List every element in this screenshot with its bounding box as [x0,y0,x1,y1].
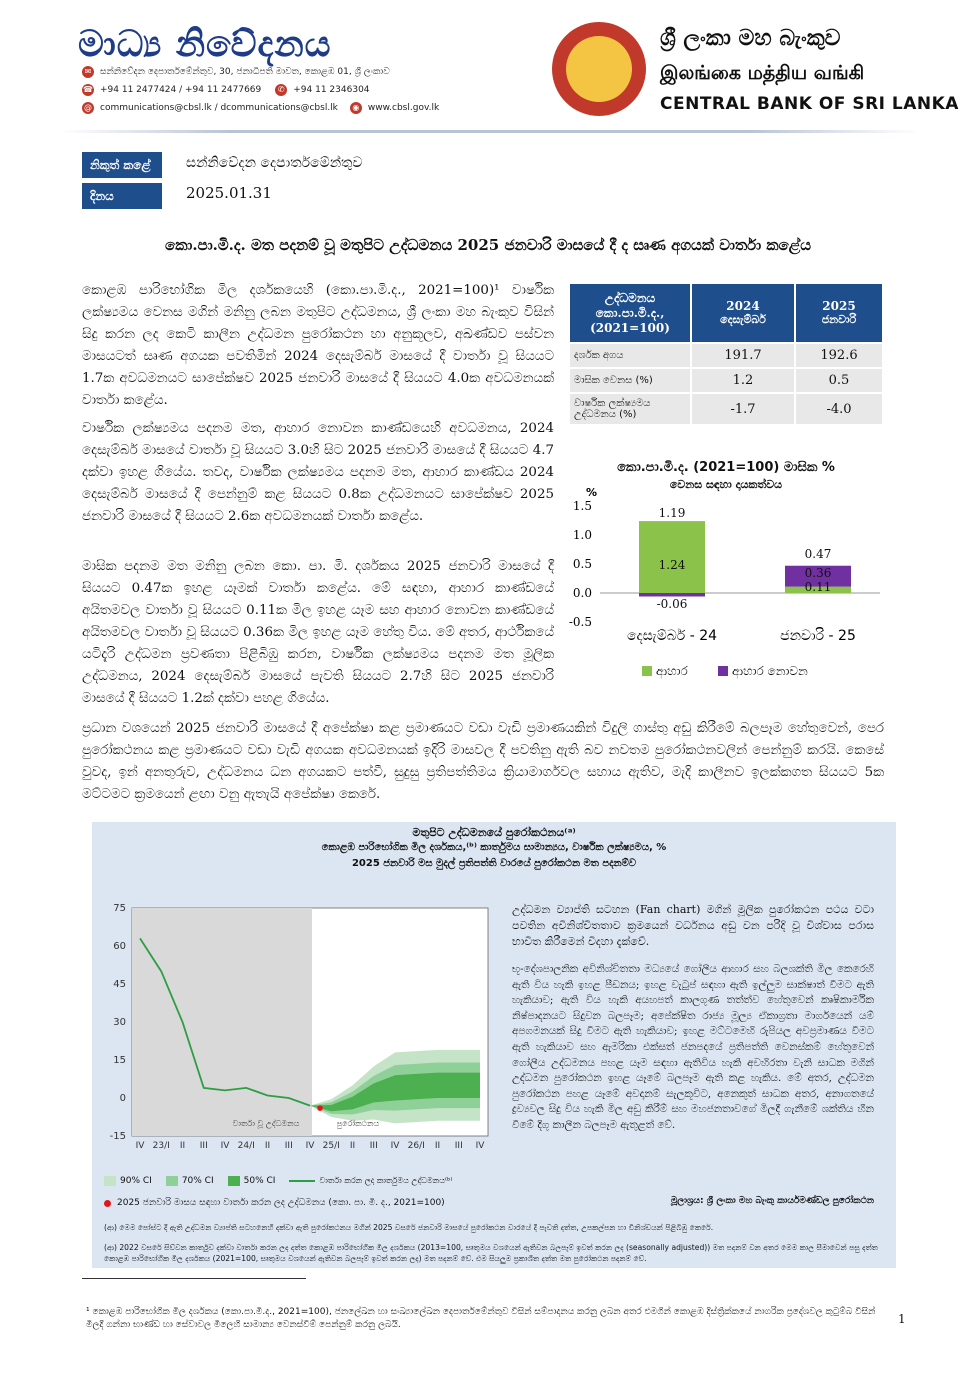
x-tick: II [179,1141,186,1151]
x-tick: III [199,1141,208,1151]
legend-swatch-90 [104,1176,116,1186]
email-link[interactable]: communications@cbsl.lk / dcommunications@cbsl.lk [100,103,338,113]
legend-item-dot [104,1198,445,1208]
legend-swatch-70 [166,1176,178,1186]
fan-chart-note-a: (ආ) මෙම පෝස්ට දී ඇති උද්ධමන ව්‍යාප්ති සටහනෙහි දක්වා ඇති පුරෝකථනය මගින් 2025 වසරේ ජනවාරි මාසයේ පුරෝකථන වාරයේ දී පැවති දත්ත, උපකල්පන හා විනිශ්චයන් පිළිබිඹු කෙරේ. [104,1223,714,1232]
footnote-divider [82,1278,306,1279]
x-category-jan: ජනවාරි - 25 [780,628,856,644]
legend-item-line [289,1176,452,1186]
legend-label-70: 70% CI [181,1176,214,1186]
legend-item-70 [166,1176,214,1186]
x-tick: III [284,1141,293,1151]
header-divider [60,130,920,133]
historical-shade [132,908,312,1136]
legend-swatch-line [289,1180,315,1182]
fan-chart-legend [104,1176,452,1186]
forecast-region-label: පුරෝකථනය [336,1119,380,1128]
x-tick: IV [475,1141,485,1151]
fax-text: +94 11 2346304 [293,85,370,95]
press-release-title: මාධ්‍ය නිවේදනය [78,24,332,65]
x-tick: III [369,1141,378,1151]
x-tick: IV [305,1141,315,1151]
issued-by-value: සන්නිවේදන දෙපාර්තමේන්තුව [186,155,363,171]
paragraph-2: වාර්ෂික ලක්ෂ්‍යමය පදනම මත, ආහාර නොවන කාණ්ඩයෙහි අවධමනය, 2024 දෙසැම්බර් මාසයේ වාර්තා වූ සියයට 3.0හි සිට 2025 ජනවාරි මාසයේ දී සියයට 4.7 දක්වා ඉහළ ගියේය. තවද, වාර්ෂික ලක්ෂ්‍යමය පදනම මත, ආහාර කාණ්ඩය 2024 දෙසැම්බර් මාසයේ දී පෙන්නුම් කළ සියයට 0.8ක උද්ධමනයට සාපේක්ෂව 2025 ජනවාරි මාසයේ දී සියයට 2.6ක අවධමනයක් වාර්තා කළේය. [82,421,554,524]
phone-line [82,84,370,96]
data-label-dec-food: 1.24 [658,558,686,572]
y-unit-label: % [586,486,598,499]
data-label-jan-food: 0.11 [804,580,832,594]
data-label-jan-nonfood: 0.36 [804,566,832,580]
row-label: දර්ශක අගය [569,343,691,368]
y-tick: 0.5 [572,557,592,571]
x-tick: 26/I [407,1141,425,1151]
data-label-dec-total: 1.19 [658,506,686,520]
bar-nonfood-0 [639,593,705,596]
address-text: සන්නිවේදන දෙපාර්තමේන්තුව, 30, ජනාධිපති මාවත, කොළඹ 01, ශ්‍රී ලංකාව [100,67,390,77]
paragraph-4: ප්‍රධාන වශයෙන් 2025 ජනවාරි මාසයේ දී අපේක්ෂා කළ ප්‍රමාණයට වඩා වැඩි ප්‍රමාණයකින් විදුලි ගාස්තු අඩු කිරීමේ බලපෑම හේතුවෙන්, පෙර පුරෝකථනය කළ ප්‍රමාණයට වඩා වැඩි අගයක අවධමනයක් ඉදිරි මාසවල දී පවතිනු ඇති බව නවතම පුරෝකථනවලින් පෙන්නුම් කරයි. කෙසේ වුවද, ඉන් අනතුරුව, උද්ධමනය ධන අගයකට පත්වී, සුදුසු ප්‍රතිපත්තිමය ක්‍රියාමාර්ගවල සහාය ඇතිව, මැදි කාලීනව ඉලක්කගත සියයට 5ක මට්ටමට ක්‍රමයෙන් ළඟා වනු ඇතැයි අපේක්ෂා කෙරේ. [82,721,884,802]
y-tick: 15 [113,1055,126,1066]
email-icon: @ [84,103,92,112]
table-row [569,343,883,368]
fan-chart-description-1: උද්ධමන ව්‍යාප්ති සටහන (Fan chart) මගින් මූලික පුරෝකථන පථය වටා පවතින අවිනිශ්චිතතාව ක්‍රමයෙන් වර්ධනය අඩු වන පරිදි වූ විශ්වාස පරාස භාවිත කිරීමෙන් විදහා දැක්වේ. [512,903,874,948]
web-link[interactable]: www.cbsl.gov.lk [367,103,440,113]
row-value-jan: 0.5 [795,368,883,393]
data-label-dec-nonfood: -0.06 [656,597,688,611]
fan-chart-title: මතුපිට උද්ධමනයේ පුරෝකථනය⁽ᵃ⁾ [412,826,576,839]
page-number: 1 [898,1312,906,1326]
date-label: දිනය [82,183,162,209]
fan-chart-subtitle-2: 2025 ජනවාරි මස මුදල් ප්‍රතිපත්ති වාරයේ පුරෝකථන මත පදනම්ව [351,858,637,869]
jan-2025-inflation-marker [317,1105,323,1111]
bank-name-english: CENTRAL BANK OF SRI LANKA [660,94,959,114]
bar-chart-title: කො.පා.මි.ද. (2021=100) මාසික % [617,460,835,475]
row-value-dec: -1.7 [691,393,795,425]
table-header-dec [691,283,795,343]
x-tick: IV [390,1141,400,1151]
contribution-bar-chart [560,480,890,690]
row-value-dec: 191.7 [691,343,795,368]
y-tick: 1.0 [572,528,592,542]
footnote: ¹ කොළඹ පාරිභෝගික මිල දර්ශකය (කො.පා.මි.ද., 2021=100), ජනලේඛන හා සංඛ්‍යාලේඛන දෙපාර්තමේන්තුව විසින් සම්පාදනය කරනු ලබන අතර එමගින් කොළඹ දිස්ත්‍රික්කයේ නාගරික ප්‍රදේශවල කුටුම්බ විසින් මිලදී ගන්නා භාණ්ඩ හා සේවාවල මිලෙහි සාමාන්‍ය වෙනස්වීම් පෙන්නුම් කරනු ලබයි. [86,1307,876,1330]
table-header-dec-year: 2024 [726,299,760,313]
x-tick: 25/I [322,1141,340,1151]
actual-region-label: වාර්තා වූ උද්ධමනය [232,1119,300,1128]
legend-swatch-nonfood [718,666,728,676]
table-header-indicator: උද්ධමනය කො.පා.මි.ද., (2021=100) [569,283,691,343]
fan-chart-note-b: (ආ) 2022 වසරේ සිව්වන කාර්තුව දක්වා වාර්තා කරන ලද දත්ත කොළඹ පාරිභෝගික මිල දර්ශකය (2013=100, සෘතුමය වශයෙන් ඇතිවන බලපෑම් ඉවත් කරන ලද (seasonally adjusted)) මත පදනම් වන අතර මෙම කාල සීමාවෙන් පසු දත්ත කොළඹ පාරිභෝගික මිල දර්ශකය (2021=100, සෘතුමය වශයෙන් ඇතිවන බලපෑම් ඉවත් කරන ලද) මත පදනම් වේ. එම සියලුම ප්‍රකාශිත දත්ත මත පුරෝකථන පදනම් වේ. [104,1243,878,1263]
paragraph-1: කොළඹ පාරිභෝගික මිල දර්ශකයෙහි (කො.පා.මි.ද., 2021=100)¹ වාර්ෂික ලක්ෂ්‍යමය වෙනස මගින් මනිනු ලබන මතුපිට උද්ධමනය, ශ්‍රී ලංකා මහ බැංකුව විසින් සිදු කරන ලද කෙටි කාලීන උද්ධමන පුරෝකථන හා අනුකූලව, අඛණ්ඩව පස්වන මාසයටත් සෘණ අගයක පවතිමින් 2024 දෙසැම්බර් මාසයේ දී වාර්තා වූ සියයට 1.7ක අවධමනයට සාපේක්ෂව 2025 ජනවාරි මාසයේ දී සියයට 4.0ක අවධමනයක් වාර්තා කළේය. [82,283,554,408]
x-tick: IV [135,1141,145,1151]
row-label: වාර්ෂික ලක්ෂ්‍යමය උද්ධමනය (%) [569,393,691,425]
cbsl-seal-logo [552,22,646,116]
table-header-dec-month: දෙසැම්බර් [720,313,766,326]
table-header-jan [795,283,883,343]
bar-chart-subtitle: වෙනස සඳහා දායකත්වය [669,478,783,491]
x-category-dec: දෙසැම්බර් - 24 [626,628,718,644]
legend-label-90: 90% CI [120,1176,152,1186]
x-tick: II [434,1141,441,1151]
row-value-dec: 1.2 [691,368,795,393]
fan-chart [96,896,506,1162]
x-tick: II [349,1141,356,1151]
legend-food: ආහාර [656,664,688,678]
row-label: මාසික වෙනස (%) [569,368,691,393]
table-header-jan-month: ජනවාරි [821,313,857,326]
contact-line [82,102,439,114]
fan-chart-subtitle-1: කොළඹ පාරිභෝගික මිල දර්ශකය,⁽ᵇ⁾ කාර්තුමය සාමාන්‍යය, වාර්ෂික ලක්ෂ්‍යමය, % [321,842,667,853]
address-line [82,66,390,78]
bank-name-sinhala: ශ්‍රී ලංකා මහ බැංකුව [660,26,841,51]
phone-icon: ☎ [83,85,93,94]
issued-by-label: නිකුත් කළේ [82,152,162,178]
data-label-jan-total: 0.47 [804,547,832,561]
headline: කො.පා.මි.ද. මත පදනම් වූ මතුපිට උද්ධමනය 2025 ජනවාරි මාසයේ දී ද සෘණ අගයක් වාර්තා කළේය [165,236,811,254]
row-value-jan: -4.0 [795,393,883,425]
paragraph-3: මාසික පදනම මත මනිනු ලබන කො. පා. මි. දර්ශකය 2025 ජනවාරි මාසයේ දී සියයට 0.47ක ඉහළ යෑමක් වාර්තා කළේය. මේ සඳහා, ආහාර කාණ්ඩයේ අයිතමවල වාර්තා වූ සියයට 0.11ක මිල ඉහළ යෑම සහ ආහාර නොවන කාණ්ඩයේ අයිතමවල වාර්තා වූ සියයට 0.36ක මිල ඉහළ යෑම හේතු විය. මේ අතර, ආර්ථිකයේ යටිදැරි උද්ධමන ප්‍රවණතා පිළිබිඹු කරන, වාර්ෂික ලක්ෂ්‍යමය පදනම මත මූලික උද්ධමනය, 2024 දෙසැම්බර් මාසයේ පැවති සියයට 2.7හි සිට 2025 ජනවාරි මාසයේ දී සියයට 1.2ක් දක්වා පහළ ගියේය. [82,559,554,706]
x-tick: IV [220,1141,230,1151]
x-tick: 23/I [152,1141,170,1151]
legend-nonfood: ආහාර නොවන [732,664,808,678]
y-tick: 60 [113,941,126,952]
legend-label-line: වාර්තා කරන ලද කාර්තුමය උද්ධමනය⁽ᵇ⁾ [319,1176,453,1185]
phone-text: +94 11 2477424 / +94 11 2477669 [100,85,262,95]
bank-name-tamil: இலங்கை மத்திய வங்கி [660,62,865,84]
legend-label-50: 50% CI [243,1176,276,1186]
fan-chart-source: මූලාශ්‍රය: ශ්‍රී ලංකා මහ බැංකු කාර්යමණ්ඩල පුරෝකථන [670,1196,874,1206]
legend-item-50 [228,1176,276,1186]
x-tick: III [454,1141,463,1151]
legend-swatch-food [642,666,652,676]
legend-swatch-dot [104,1200,111,1207]
fax-icon: ✆ [275,84,287,96]
y-tick: 0.0 [572,586,592,600]
x-tick: 24/I [237,1141,255,1151]
table-header-jan-year: 2025 [822,299,856,313]
y-tick: 30 [113,1017,126,1028]
envelope-icon: ✉ [82,66,94,78]
row-value-jan: 192.6 [795,343,883,368]
legend-label-dot: 2025 ජනවාරි මාසය සඳහා වාර්තා කරන ලද උද්ධමනය (කො. පා. මි. ද., 2021=100) [117,1198,445,1208]
legend-swatch-50 [228,1176,240,1186]
y-tick: -15 [109,1131,126,1142]
web-icon: ◉ [350,102,362,114]
date-value: 2025.01.31 [186,184,272,202]
y-tick: 0 [119,1093,126,1104]
legend-item-90 [104,1176,152,1186]
inflation-table [568,282,884,426]
y-tick: -0.5 [568,615,592,629]
y-tick: 75 [113,903,126,914]
x-tick: II [264,1141,271,1151]
y-tick: 1.5 [572,499,592,513]
table-row [569,368,883,393]
y-tick: 45 [113,979,126,990]
fan-chart-description-2: භූ-දේශපාලනික අවිනිශ්චිතතා මධ්‍යයේ ගෝලීය ආහාර සහ බලශක්ති මිල කෙරෙහි ඇති විය හැකි ඉහළ පීඩනය; ඉහළ වැටුප් සඳහා ඇති ඉල්ලුම සාක්ෂාත් වීමට ඇති හැකියාව; ඇති විය හැකි අයහපත් කාලගුණ තත්ත්ව හේතුවෙන් කෘෂිකාර්මික නිෂ්පාදනයට සිදුවන බලපෑම; අපේක්ෂිත රාජ්‍ය මූල්‍ය ඒකාග්‍රතා මාර්ගයෙන් යම් අපගමනයක් සිදු වීමට ඇති හැකියාව; ඉහළ මට්ටමෙහි රුපියල අවප්‍රමාණය වීමට ඇති හැකියාව සහ ඇමරිකා එක්සත් ජනපදයේ ප්‍රතිපත්ති වෙනස්කම් හේතුවෙන් ගෝලීය උද්ධමනය පහළ යෑම සඳහා ඇතිවිය හැකි අවහිරතා වැනි සාධක මගින් උද්ධමන පුරෝකථන ඉහළ යෑමේ බලපෑම ඇති කළ හැකිය. මේ අතර, උද්ධමන පුරෝකථන පහළ යෑමේ අවදානම් සැලකූවිට, අනෙකුත් සාධක අතර, අනාගතයේ ද්‍රව්‍යවල සිදු විය හැකි මිල අඩු කිරීම් සහ මහජනතාවගේ මිලදී ගැනීමේ ශක්තිය හීන වීමේ දිගු කාලීන බලපෑම ඇතුළත් වේ. [512,963,874,1131]
table-row [569,393,883,425]
